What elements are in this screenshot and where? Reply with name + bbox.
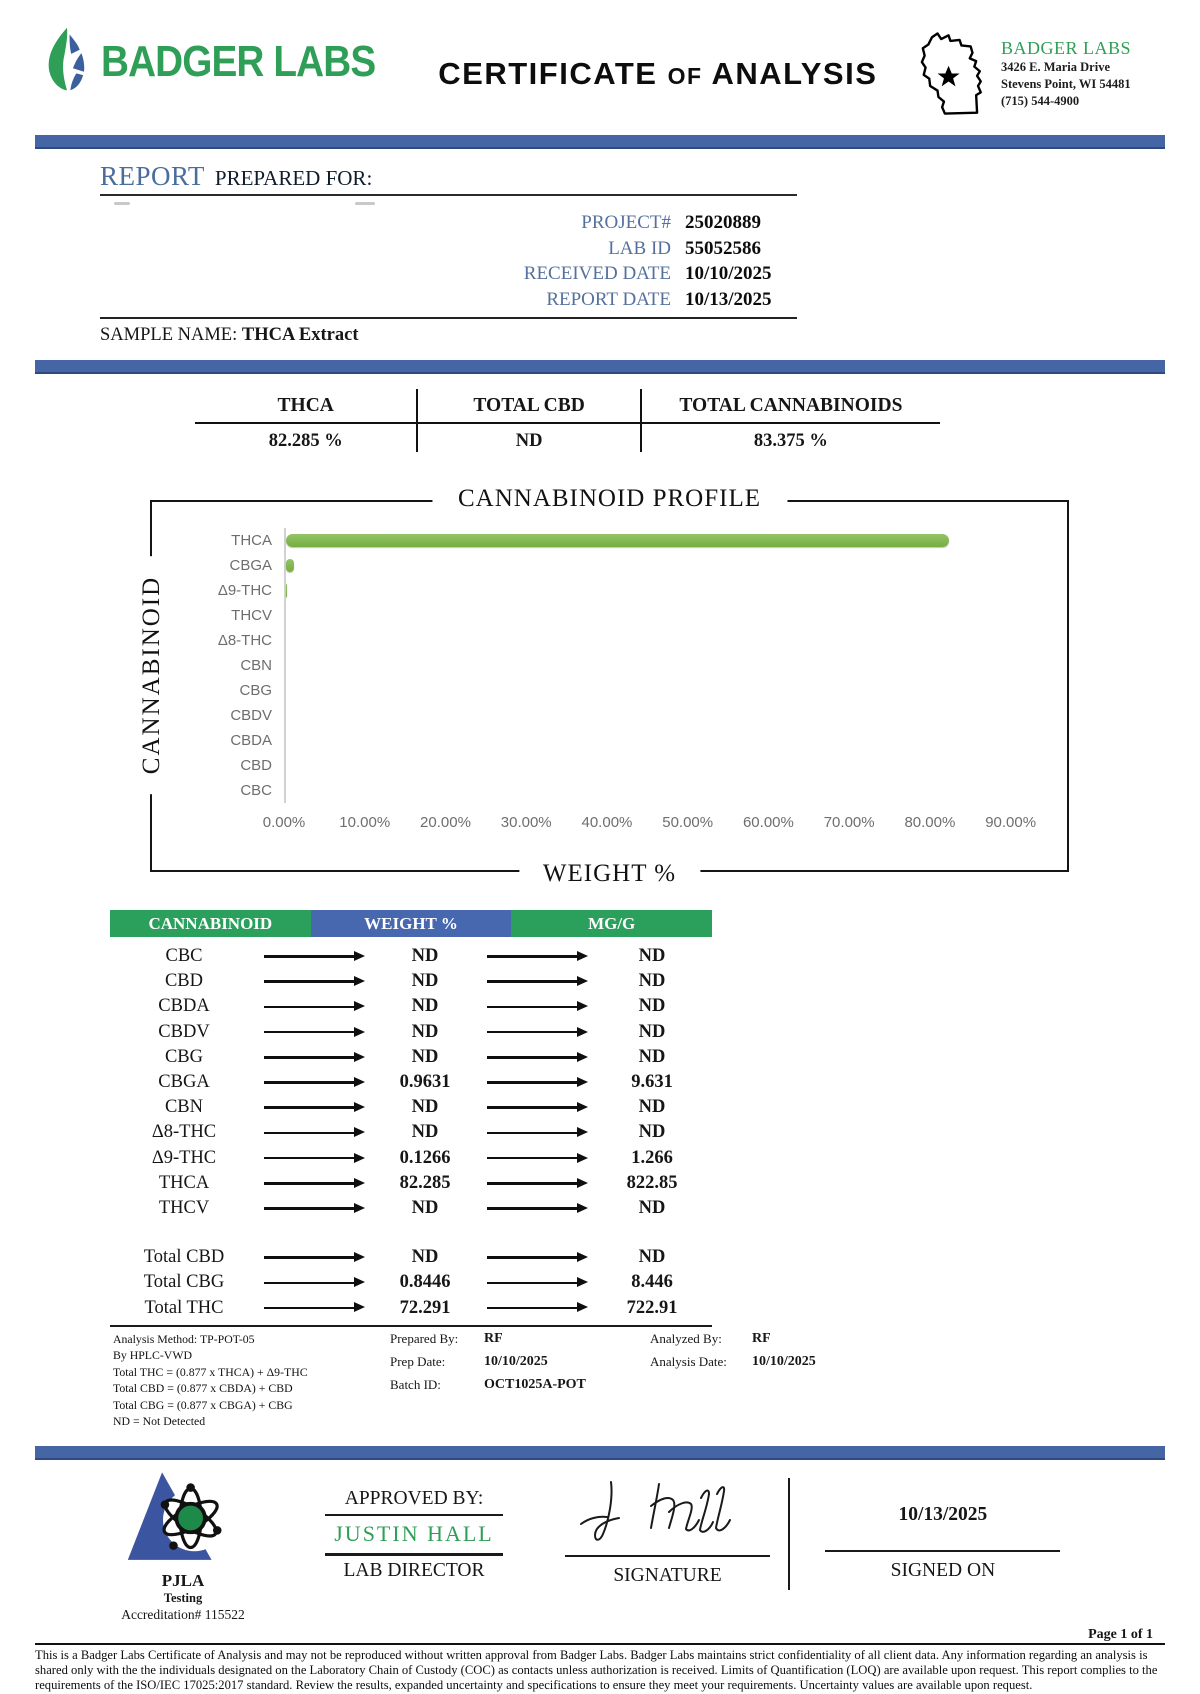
signed-on-label: SIGNED ON bbox=[890, 1560, 996, 1582]
chart-category-label: Δ9-THC bbox=[217, 582, 272, 599]
arrow-icon bbox=[264, 1256, 355, 1259]
table-row bbox=[110, 969, 712, 994]
footnotes bbox=[113, 1331, 1165, 1430]
chart-x-tick-label: 60.00% bbox=[742, 814, 794, 831]
chart-x-tick-label: 30.00% bbox=[500, 814, 552, 831]
footnote-field-value: OCT1025A-POT bbox=[484, 1376, 586, 1392]
table-cell-weight: ND bbox=[411, 1122, 439, 1143]
chart-bar-area bbox=[284, 603, 1051, 628]
footnote-field-label: Prep Date: bbox=[390, 1353, 446, 1369]
footnote-field-row bbox=[390, 1377, 590, 1393]
table-cell-mgg: ND bbox=[638, 1021, 666, 1042]
chart-bar-area bbox=[284, 553, 1051, 578]
report-field-value: 10/13/2025 bbox=[685, 288, 772, 310]
signature-block bbox=[565, 1472, 770, 1587]
approved-by-block bbox=[325, 1488, 503, 1582]
arrow-icon bbox=[487, 1132, 578, 1135]
table-cell-weight: 82.285 bbox=[399, 1172, 451, 1193]
chart-bar-area bbox=[284, 528, 1051, 553]
table-cell-cannabinoid: CBD bbox=[164, 971, 204, 992]
chart-x-tick-label: 80.00% bbox=[904, 814, 956, 831]
analysis-note-line: ND = Not Detected bbox=[113, 1414, 206, 1429]
sample-name-label: SAMPLE NAME: bbox=[100, 325, 238, 345]
report-field-row bbox=[100, 289, 797, 315]
table-cell-weight: 0.9631 bbox=[399, 1072, 451, 1093]
page-title bbox=[413, 56, 903, 92]
report-field-row bbox=[100, 212, 797, 238]
chart-bar-area bbox=[284, 578, 1051, 603]
header bbox=[35, 0, 1165, 125]
chart-category-label: CBDA bbox=[230, 732, 272, 749]
footnote-field-row bbox=[650, 1354, 880, 1370]
analysis-method-notes bbox=[113, 1331, 348, 1430]
lab-address-line1: 3426 E. Maria Drive bbox=[1001, 60, 1111, 74]
table-header-cell: WEIGHT % bbox=[311, 910, 512, 937]
prepared-for-word: PREPARED FOR: bbox=[214, 166, 373, 190]
summary-column-value: 83.375 % bbox=[753, 431, 828, 451]
table-cell-weight: 0.1266 bbox=[399, 1147, 451, 1168]
analysis-note-line: Total CBD = (0.877 x CBDA) + CBD bbox=[113, 1381, 293, 1396]
rule bbox=[100, 317, 797, 319]
chart-bar-area bbox=[284, 753, 1051, 778]
signature-label: SIGNATURE bbox=[613, 1565, 722, 1587]
table-cell-weight: 0.8446 bbox=[399, 1272, 451, 1293]
arrow-icon bbox=[264, 1157, 355, 1160]
chart-x-tick-label: 50.00% bbox=[662, 814, 714, 831]
arrow-icon bbox=[487, 1307, 578, 1310]
signed-date: 10/13/2025 bbox=[898, 1503, 988, 1525]
table-cell-mgg: 8.446 bbox=[631, 1272, 673, 1293]
footnote-field-value: RF bbox=[752, 1330, 771, 1346]
chart-category-label: THCV bbox=[231, 607, 272, 624]
footnote-field-label: Prepared By: bbox=[390, 1330, 459, 1346]
pjla-testing-label: Testing bbox=[163, 1590, 203, 1605]
table-row bbox=[110, 1146, 712, 1171]
arrow-icon bbox=[487, 1031, 578, 1034]
arrow-icon bbox=[264, 1282, 355, 1285]
report-field-value: 55052586 bbox=[685, 237, 761, 259]
table-cell-weight: ND bbox=[411, 946, 439, 967]
arrow-icon bbox=[487, 1056, 578, 1059]
disclaimer-text: This is a Badger Labs Certificate of Analysis and may not be reproduced without written approval from Badger Labs. Badger Labs maintains strict confidentiality of all client data. Any information regarding an analysis is shared only with the the individuals designated on the Laboratory Chain of Custody (COC) as contacts unless authorization is received. Limits of Quantification (LOQ) are available upon request. This report complies to the requirements of the ISO/IEC 17025:2017 standard. Review the results, expanded uncertainty and specifications to ensure they meet your requirements. Uncertainty values are available upon request. bbox=[35, 1647, 1158, 1693]
divider-bar-bottom bbox=[35, 1446, 1165, 1460]
rule bbox=[325, 1514, 503, 1517]
chart-category-row bbox=[168, 753, 1051, 778]
footnote-field-label: Analyzed By: bbox=[650, 1330, 722, 1346]
arrow-icon bbox=[487, 955, 578, 958]
analysis-note-line: Total CBG = (0.877 x CBGA) + CBG bbox=[113, 1397, 293, 1412]
arrow-icon bbox=[487, 1081, 578, 1084]
table-header-cell: CANNABINOID bbox=[110, 910, 311, 937]
arrow-icon bbox=[487, 1182, 578, 1185]
arrow-icon bbox=[264, 1081, 355, 1084]
table-row bbox=[110, 1295, 712, 1320]
report-field-value: 10/10/2025 bbox=[685, 263, 772, 284]
table-body bbox=[110, 944, 712, 1221]
approval-section bbox=[35, 1470, 1165, 1623]
badger-labs-logo bbox=[41, 26, 413, 97]
cannabinoid-profile-chart bbox=[138, 485, 1069, 887]
title-word: CERTIFICATE bbox=[438, 56, 658, 91]
chart-category-label: CBD bbox=[240, 757, 272, 774]
chart-bar bbox=[286, 534, 949, 547]
chart-plot-area bbox=[168, 528, 1051, 804]
table-totals bbox=[110, 1245, 712, 1321]
wisconsin-map-icon bbox=[913, 28, 997, 125]
chart-category-label: CBG bbox=[239, 682, 272, 699]
chart-category-label: Δ8-THC bbox=[217, 632, 272, 649]
pjla-label: PJLA bbox=[161, 1570, 205, 1590]
footnote-field-row bbox=[390, 1354, 590, 1370]
arrow-icon bbox=[487, 1256, 578, 1259]
table-cell-cannabinoid: THCV bbox=[158, 1197, 210, 1218]
table-cell-weight: ND bbox=[411, 1046, 439, 1067]
signed-on-block bbox=[825, 1472, 1060, 1582]
vertical-divider bbox=[788, 1478, 790, 1590]
chart-bar-area bbox=[284, 703, 1051, 728]
table-cell-cannabinoid: CBG bbox=[164, 1046, 204, 1067]
chart-x-tick-label: 0.00% bbox=[262, 814, 306, 831]
footnote-field-value: RF bbox=[484, 1330, 503, 1346]
report-info-section bbox=[100, 161, 797, 346]
arrow-icon bbox=[487, 1106, 578, 1109]
table-cell-cannabinoid: CBDV bbox=[158, 1021, 210, 1042]
table-header-cell: MG/G bbox=[511, 910, 712, 937]
pjla-logo-icon bbox=[124, 1553, 242, 1570]
pjla-accreditation bbox=[103, 1470, 263, 1623]
table-cell-mgg: ND bbox=[638, 1097, 666, 1118]
arrow-icon bbox=[487, 980, 578, 983]
chart-category-row bbox=[168, 653, 1051, 678]
table-row bbox=[110, 1095, 712, 1120]
lab-address-line2: Stevens Point, WI 54481 bbox=[1001, 76, 1131, 91]
report-fields bbox=[100, 212, 797, 314]
summary-column-value: ND bbox=[515, 431, 543, 451]
table-cell-weight: ND bbox=[411, 1197, 439, 1218]
table-cell-mgg: ND bbox=[638, 971, 666, 992]
chart-bar-area bbox=[284, 628, 1051, 653]
leaf-logo-icon bbox=[41, 26, 93, 97]
table-cell-cannabinoid: Δ9-THC bbox=[151, 1147, 217, 1168]
table-row bbox=[110, 1171, 712, 1196]
chart-category-label: CBGA bbox=[229, 557, 272, 574]
table-cell-cannabinoid: Δ8-THC bbox=[151, 1122, 217, 1143]
footnote-field-label: Batch ID: bbox=[390, 1376, 441, 1392]
page-number: Page 1 of 1 bbox=[1088, 1626, 1153, 1642]
chart-bar-area bbox=[284, 778, 1051, 803]
chart-category-row bbox=[168, 728, 1051, 753]
approver-name: JUSTIN HALL bbox=[334, 1521, 494, 1547]
table-bottom-rule bbox=[110, 1325, 712, 1327]
table-row bbox=[110, 1045, 712, 1070]
arrow-icon bbox=[487, 1006, 578, 1009]
table-row bbox=[110, 1270, 712, 1295]
chart-x-ticks bbox=[262, 814, 1051, 834]
table-cell-mgg: ND bbox=[638, 996, 666, 1017]
report-field-label: RECEIVED DATE bbox=[523, 263, 671, 284]
table-cell-cannabinoid: Total CBD bbox=[143, 1247, 225, 1268]
signature-line bbox=[565, 1555, 770, 1557]
chart-bar bbox=[286, 559, 294, 572]
footnote-field-label: Analysis Date: bbox=[650, 1353, 727, 1369]
table-row bbox=[110, 1120, 712, 1145]
table-row bbox=[110, 1245, 712, 1270]
arrow-icon bbox=[264, 1207, 355, 1210]
prepared-by-block bbox=[390, 1331, 590, 1430]
rule bbox=[325, 1553, 503, 1556]
summary-column-value: 82.285 % bbox=[268, 431, 343, 451]
sample-name-value: THCA Extract bbox=[241, 325, 359, 345]
table-cell-mgg: ND bbox=[638, 946, 666, 967]
arrow-icon bbox=[264, 1307, 355, 1310]
table-row bbox=[110, 1196, 712, 1221]
chart-category-row bbox=[168, 578, 1051, 603]
table-cell-cannabinoid: Total THC bbox=[144, 1297, 224, 1318]
summary-column-header: THCA bbox=[195, 389, 416, 424]
approver-title: LAB DIRECTOR bbox=[343, 1559, 485, 1581]
footnote-field-row bbox=[650, 1331, 880, 1347]
arrow-icon bbox=[264, 980, 355, 983]
footnote-field-value: 10/10/2025 bbox=[752, 1353, 816, 1369]
analysis-note-line: Total THC = (0.877 x THCA) + Δ9-THC bbox=[113, 1364, 308, 1379]
analysis-note-line: By HPLC-VWD bbox=[113, 1348, 192, 1363]
summary-column bbox=[416, 389, 639, 452]
chart-category-label: CBDV bbox=[230, 707, 272, 724]
chart-x-tick-label: 20.00% bbox=[420, 814, 471, 831]
chart-bar-area bbox=[284, 653, 1051, 678]
table-cell-mgg: 9.631 bbox=[631, 1072, 673, 1093]
table-cell-cannabinoid: CBN bbox=[164, 1097, 204, 1118]
report-field-label: PROJECT# bbox=[581, 212, 671, 233]
arrow-icon bbox=[264, 1006, 355, 1009]
table-row bbox=[110, 994, 712, 1019]
arrow-icon bbox=[487, 1157, 578, 1160]
report-field-row bbox=[100, 263, 797, 289]
chart-x-tick-label: 40.00% bbox=[581, 814, 633, 831]
brand-name: BADGER LABS bbox=[101, 36, 376, 86]
analyzed-by-block bbox=[650, 1331, 880, 1430]
chart-bar-area bbox=[284, 728, 1051, 753]
chart-category-row bbox=[168, 703, 1051, 728]
arrow-icon bbox=[264, 1132, 355, 1135]
table-cell-mgg: 722.91 bbox=[626, 1297, 678, 1318]
chart-category-row bbox=[168, 678, 1051, 703]
arrow-icon bbox=[264, 1182, 355, 1185]
report-word: REPORT bbox=[100, 161, 205, 191]
table-cell-cannabinoid: CBGA bbox=[158, 1072, 210, 1093]
table-cell-weight: ND bbox=[411, 996, 439, 1017]
title-word: OF bbox=[667, 63, 703, 89]
chart-category-row bbox=[168, 778, 1051, 803]
table-cell-weight: ND bbox=[411, 1021, 439, 1042]
arrow-icon bbox=[264, 1056, 355, 1059]
signature-image bbox=[573, 1537, 763, 1554]
arrow-icon bbox=[487, 1207, 578, 1210]
footnote-field-row bbox=[390, 1331, 590, 1347]
chart-x-axis-label: WEIGHT % bbox=[519, 860, 700, 888]
page-number-rule bbox=[35, 1625, 1165, 1645]
arrow-icon bbox=[264, 1031, 355, 1034]
cannabinoid-data-table bbox=[110, 910, 712, 1327]
lab-address-box bbox=[913, 28, 1165, 125]
chart-title: CANNABINOID PROFILE bbox=[432, 485, 787, 513]
table-cell-mgg: ND bbox=[638, 1197, 666, 1218]
summary-column-header: TOTAL CANNABINOIDS bbox=[642, 389, 940, 424]
table-cell-weight: ND bbox=[411, 1097, 439, 1118]
table-header-row bbox=[110, 910, 712, 937]
report-prepared-for-heading bbox=[100, 161, 797, 196]
arrow-icon bbox=[264, 1106, 355, 1109]
table-cell-weight: ND bbox=[411, 971, 439, 992]
chart-bar bbox=[286, 584, 287, 597]
summary-column bbox=[640, 389, 940, 452]
summary-column-header: TOTAL CBD bbox=[418, 389, 639, 424]
footnote-field-value: 10/10/2025 bbox=[484, 1353, 548, 1369]
divider-bar-top bbox=[35, 135, 1165, 149]
table-cell-weight: 72.291 bbox=[399, 1297, 451, 1318]
table-row bbox=[110, 1070, 712, 1095]
chart-category-label: THCA bbox=[231, 532, 272, 549]
lab-name: BADGER LABS bbox=[1001, 38, 1132, 58]
chart-category-label: CBC bbox=[240, 782, 272, 799]
table-cell-cannabinoid: THCA bbox=[158, 1172, 210, 1193]
signed-on-line bbox=[825, 1550, 1060, 1552]
table-row bbox=[110, 944, 712, 969]
chart-y-axis-label: CANNABINOID bbox=[138, 556, 166, 794]
report-field-label: REPORT DATE bbox=[546, 288, 671, 310]
chart-category-row bbox=[168, 628, 1051, 653]
report-field-value: 25020889 bbox=[685, 212, 761, 233]
lab-phone: (715) 544-4900 bbox=[1001, 93, 1080, 108]
table-cell-mgg: 822.85 bbox=[626, 1172, 678, 1193]
arrow-icon bbox=[264, 955, 355, 958]
chart-x-tick-label: 90.00% bbox=[985, 814, 1037, 831]
divider-bar-mid bbox=[35, 360, 1165, 374]
chart-x-tick-label: 70.00% bbox=[823, 814, 875, 831]
table-row bbox=[110, 1020, 712, 1045]
table-cell-cannabinoid: CBDA bbox=[158, 996, 210, 1017]
title-word: ANALYSIS bbox=[711, 56, 878, 91]
arrow-icon bbox=[487, 1282, 578, 1285]
chart-category-label: CBN bbox=[240, 657, 272, 674]
summary-column bbox=[195, 389, 416, 452]
table-cell-mgg: ND bbox=[638, 1122, 666, 1143]
sample-name-row bbox=[100, 325, 797, 346]
table-cell-weight: ND bbox=[411, 1247, 439, 1268]
chart-category-row bbox=[168, 553, 1051, 578]
redacted-client-info bbox=[100, 196, 797, 210]
table-cell-mgg: ND bbox=[638, 1247, 666, 1268]
report-field-row bbox=[100, 238, 797, 264]
chart-category-row bbox=[168, 603, 1051, 628]
table-cell-mgg: 1.266 bbox=[631, 1147, 673, 1168]
report-field-label: LAB ID bbox=[608, 237, 671, 259]
pjla-accreditation-number: Accreditation# 115522 bbox=[121, 1606, 245, 1622]
table-cell-cannabinoid: CBC bbox=[165, 946, 203, 967]
chart-x-tick-label: 10.00% bbox=[339, 814, 391, 831]
table-cell-cannabinoid: Total CBG bbox=[143, 1272, 225, 1293]
summary-table bbox=[195, 389, 940, 452]
chart-category-row bbox=[168, 528, 1051, 553]
analysis-note-line: Analysis Method: TP-POT-05 bbox=[113, 1331, 255, 1346]
table-cell-mgg: ND bbox=[638, 1046, 666, 1067]
approved-by-label: APPROVED BY: bbox=[344, 1487, 484, 1509]
chart-bar-area bbox=[284, 678, 1051, 703]
